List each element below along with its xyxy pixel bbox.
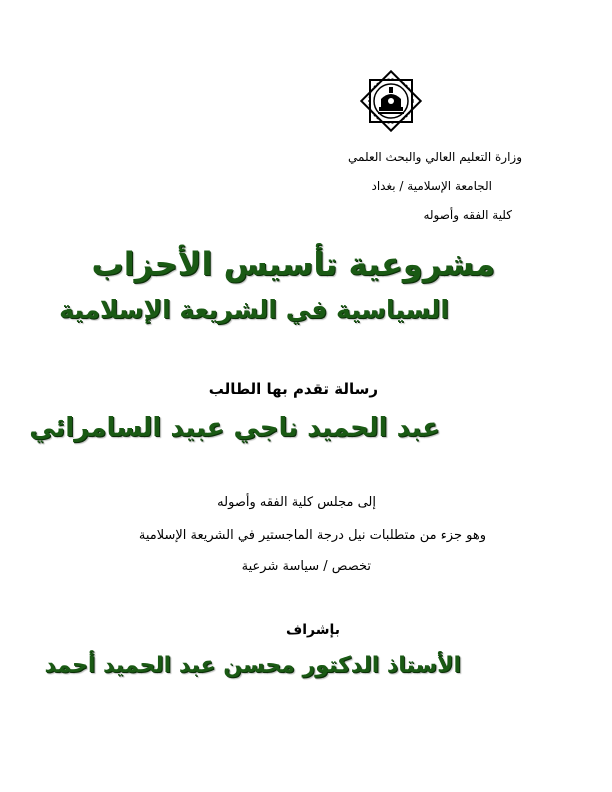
supervisor-label: بإشراف [285, 622, 340, 638]
ministry-name: وزارة التعليم العالي والبحث العلمي [348, 150, 522, 164]
college-name: كلية الفقه وأصوله [423, 208, 512, 222]
supervisor-name: الأستاذ الدكتور محسن عبد الحميد أحمد [44, 653, 461, 678]
thesis-title-line1: مشروعية تأسيس الأحزاب [91, 245, 495, 283]
thesis-title-line2: السياسية في الشريعة الإسلامية [59, 295, 449, 324]
submission-line1: إلى مجلس كلية الفقه وأصوله [217, 495, 376, 510]
student-label: رسالة تقدم بها الطالب [208, 380, 378, 398]
student-name: عبد الحميد ناجي عبيد السامرائي [29, 413, 440, 443]
submission-line2: وهو جزء من متطلبات نيل درجة الماجستير في الشريعة الإسلامية [138, 528, 486, 543]
university-emblem-icon [360, 70, 422, 132]
submission-line3: تخصص / سياسة شرعية [241, 559, 371, 574]
university-name: الجامعة الإسلامية / بغداد [371, 179, 492, 193]
